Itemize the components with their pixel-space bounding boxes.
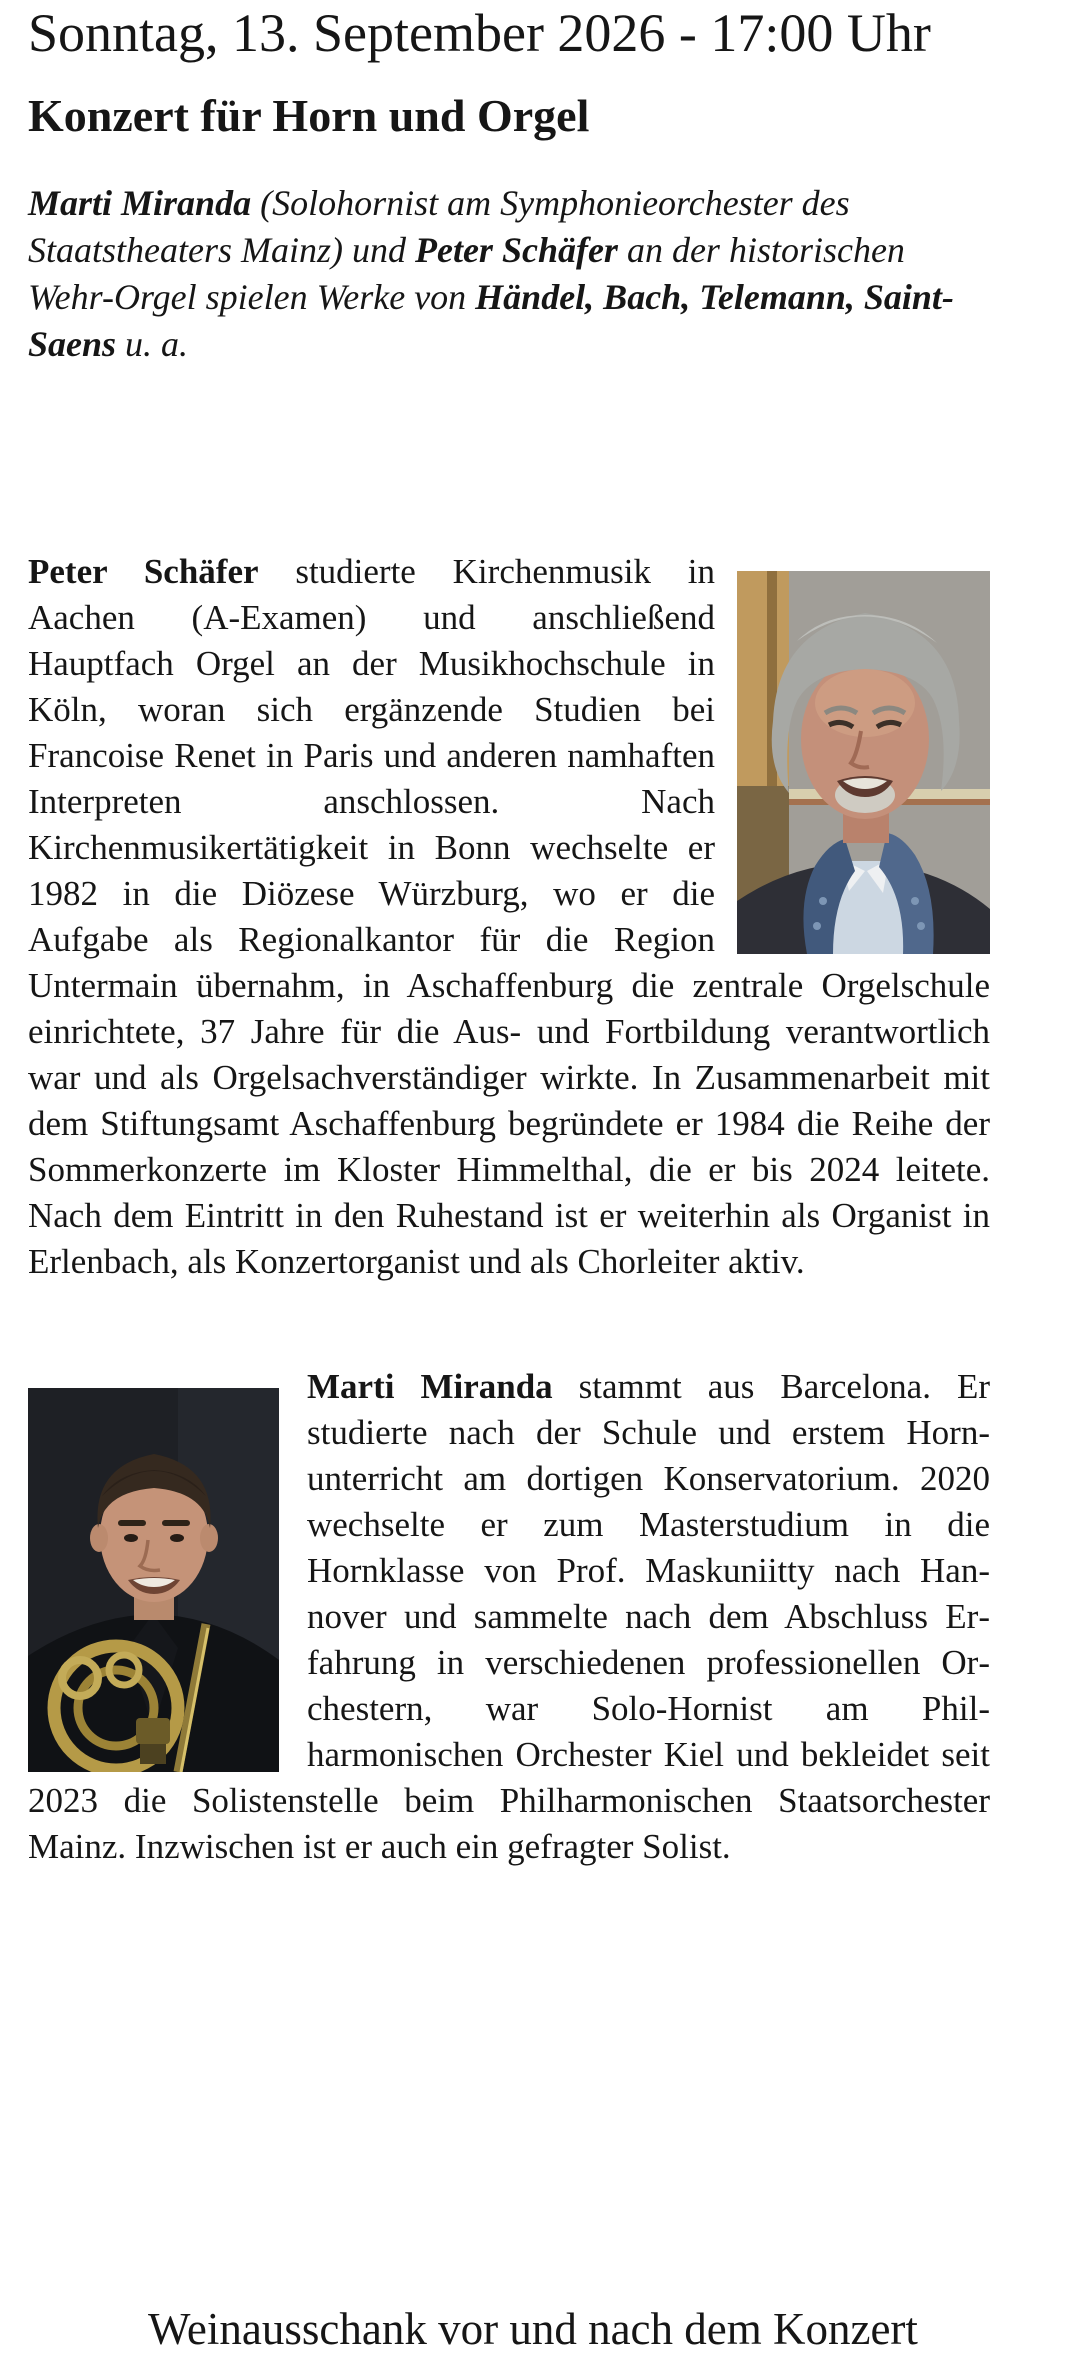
bio-section-peter-schaefer [28,549,990,1285]
intro-paragraph: Marti Miranda (Solohornist am Symphonieorchester des Staatstheaters Mainz) und Peter Schäfer an der historischen Wehr-Orgel spielen Werke von Händel, Bach, Telemann, Saint-Saens u. a. [28,183,954,364]
portrait-peter-schaefer-photo [737,571,990,954]
bio-text-marti-miranda: Marti Miranda stammt aus Barcelona. Er studierte nach der Schule und erstem Hornunterricht am dortigen Konservatorium. 2020 wechselte er zum Masterstudium in die Hornklasse von Prof. Maskuniitty nach Hannover und sammelte nach dem Abschluss Erfahrung in verschiedenen professionellen Orchestern, war Solo-Hornist am Philharmonischen Orchester Kiel und bekleidet seit 2023 die Solistenstelle beim Philharmonischen Staatsorchester Mainz. Inzwischen ist er auch ein gefragter Solist. [28,1367,990,1866]
bio-text-peter-schaefer: Peter Schäfer studierte Kirchenmusik in Aachen (A-Examen) und anschließend Hauptfach Orgel an der Musikhochschule in Köln, woran sich ergänzende Studien bei Francoise Renet in Paris und anderen namhaften Interpreten anschlossen. Nach Kirchenmusikertätigkeit in Bonn wechselte er 1982 in die Diözese Würzburg, wo er die Aufgabe als Regionalkantor für die Region Untermain übernahm, in Aschaffenburg die zentrale Orgelschule einrichtete, 37 Jahre für die Aus- und Fortbildung verantwortlich war und als Orgelsachverständiger wirkte. In Zusammenarbeit mit dem Stiftungsamt Aschaffenburg begründete er 1984 die Reihe der Sommerkonzerte im Kloster Himmelthal, die er bis 2024 leitete. Nach dem Eintritt in den Ruhestand ist er weiterhin als Organist in Erlenbach, als Konzertorganist und als Chorleiter aktiv. [28,552,990,1281]
portrait-marti-miranda-photo [28,1388,279,1772]
page-title: Konzert für Horn und Orgel [28,90,590,141]
footer-note: Weinausschank vor und nach dem Konzert [148,2304,918,2354]
bio-section-marti-miranda [28,1364,990,1870]
event-date-line: Sonntag, 13. September 2026 - 17:00 Uhr [28,3,931,63]
